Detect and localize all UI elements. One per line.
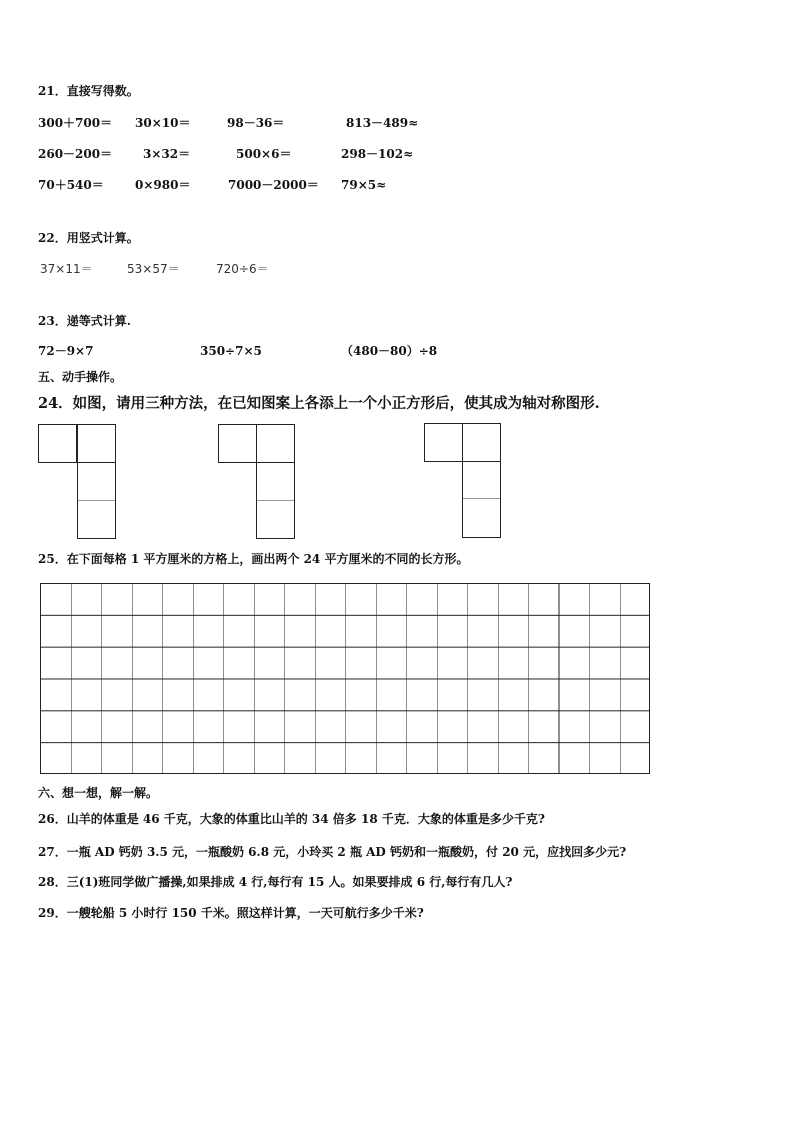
q21-r2-c3: 500×6＝ xyxy=(236,147,292,161)
q27-text: 27．一瓶 AD 钙奶 3.5 元，一瓶酸奶 6.8 元，小玲买 2 瓶 AD 钙奶和一瓶酸奶，付 20 元，应找回多少元? xyxy=(38,845,627,859)
q21-r3-c4: 79×5≈ xyxy=(341,178,387,192)
q21-r3-c1: 70＋540＝ xyxy=(38,178,104,192)
q21-r1-c3: 98－36＝ xyxy=(227,116,285,130)
q24-title: 24．如图，请用三种方法，在已知图案上各添上一个小正方形后，使其成为轴对称图形. xyxy=(38,395,600,412)
q26-text: 26．山羊的体重是 46 千克，大象的体重比山羊的 34 倍多 18 千克．大象的体重是多少千克? xyxy=(38,812,545,826)
q25-title: 25．在下面每格 1 平方厘米的方格上，画出两个 24 平方厘米的不同的长方形。 xyxy=(38,552,469,566)
q21-r1-c1: 300＋700＝ xyxy=(38,116,113,130)
q23-item-2: 350÷7×5 xyxy=(200,344,262,358)
figure-2-inner-line xyxy=(257,500,294,501)
figure-1-square xyxy=(38,424,77,463)
q22-title: 22．用竖式计算。 xyxy=(38,231,139,245)
section-5-title: 五、动手操作。 xyxy=(38,370,123,384)
q28-text: 28．三(1)班同学做广播操,如果排成 4 行,每行有 15 人。如果要排成 6 行,每行有几人? xyxy=(38,875,513,889)
q23-item-3: （480－80）÷8 xyxy=(341,344,438,358)
q21-r1-c2: 30×10＝ xyxy=(135,116,191,130)
figure-2-square xyxy=(256,424,295,463)
q21-r3-c3: 7000－2000＝ xyxy=(228,178,319,192)
q21-title: 21．直接写得数。 xyxy=(38,84,139,98)
q23-item-1: 72－9×7 xyxy=(38,344,94,358)
figure-3-square xyxy=(424,423,463,462)
q23-title: 23．递等式计算. xyxy=(38,314,131,328)
section-6-title: 六、想一想，解一解。 xyxy=(38,786,159,800)
square-grid[interactable] xyxy=(40,583,650,774)
q21-r2-c4: 298－102≈ xyxy=(341,147,414,161)
q29-text: 29．一艘轮船 5 小时行 150 千米。照这样计算，一天可航行多少千米? xyxy=(38,906,424,920)
q21-r3-c2: 0×980＝ xyxy=(135,178,191,192)
q22-item-1: 37×11＝ xyxy=(40,262,93,276)
q21-r1-c4: 813－489≈ xyxy=(346,116,419,130)
figure-1-inner-line xyxy=(78,500,115,501)
q22-item-2: 53×57＝ xyxy=(127,262,180,276)
figure-3-inner-line xyxy=(463,498,500,499)
q21-r2-c1: 260－200＝ xyxy=(38,147,113,161)
figure-2-square xyxy=(218,424,257,463)
figure-1-square xyxy=(77,424,116,463)
q21-r2-c2: 3×32＝ xyxy=(143,147,191,161)
figure-3-column xyxy=(462,461,501,538)
figure-3-square xyxy=(462,423,501,462)
q22-item-3: 720÷6＝ xyxy=(216,262,269,276)
